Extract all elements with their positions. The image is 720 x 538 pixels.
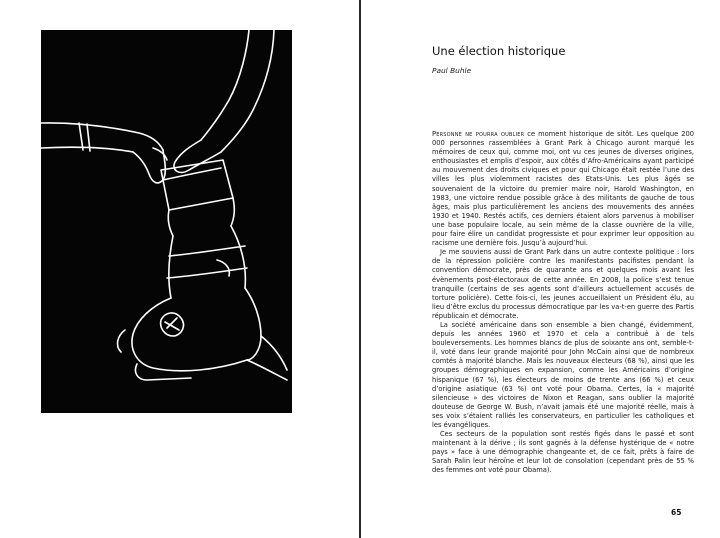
article-author: Paul Buhle [432, 66, 472, 75]
paragraph-3: La société américaine dans son ensemble a bien changé, évidemment, depuis les années 1960 et 1970 et cela a contribué à de tels bouleversements. Les hommes blancs de plus de soixante ans ont, semble-t-il, voté dans leur grande majorité pour John McCain ainsi que de nombreux comtés à majorité blanche. Mais les nouveaux électeurs (68 %), ainsi que les groupes démographiques en expansion, comme les Américains d’origine hispanique (67 %), les électeurs de moins de trente ans (66 %) et ceux d’origine asiatique (63 %) ont voté pour Obama. Certes, la « majorité silencieuse » des victoires de Nixon et Reagan, sans oublier la majorité douteuse de George W. Bush, n’avait jamais été une majorité réelle, mais à ses voix s’étaient ralliés les conservateurs, en particulier les catholiques et les évangéliques. [432, 320, 694, 429]
page-number: 65 [671, 508, 682, 517]
left-page [0, 0, 359, 538]
paragraph-1-lead: Personne ne pourra oublier [432, 130, 525, 138]
right-page [361, 0, 720, 538]
paragraph-1 [432, 130, 694, 248]
paragraph-1-text: ce moment historique de sitôt. Les quelque 200 000 personnes rassemblées à Grant Park à Chicago auront marqué les mémoires de ceux qui, comme moi, ont vu ces jeunes de diverses origines, enthousiastes et emplis d’espoir, aux côtés d’Afro-Américains ayant participé au mouvement des droits civiques et pour qui Chicago était restée l’une des villes les plus violemment racistes des Etats-Unis. Les plus âgés se souvenaient de la victoire du premier maire noir, Harold Washington, en 1983, une victoire rendue possible grâce à des militants de gauche de tous âges, mais plus particulièrement les anciens des mouvements des années 1930 et 1940. Restés actifs, ces derniers étaient alors parvenus à mobiliser une base populaire locale, au sein même de la classe ouvrière de la ville, pour faire élire un candidat progressiste et pour exprimer leur opposition au racisme une dernière fois. Jusqu’à aujourd’hui. [432, 130, 694, 248]
line-art-illustration [41, 30, 292, 413]
article-title: Une élection historique [432, 44, 566, 58]
article-body [432, 130, 694, 476]
paragraph-4: Ces secteurs de la population sont restés figés dans le passé et sont maintenant à la dérive ; ils sont gagnés à la défense hystérique de « notre pays » face à une démographie changeante et, de ce fait, prêts à faire de Sarah Palin leur héroïne et leur lot de consolation (cependant près de 55 % des femmes ont voté pour Obama). [432, 430, 694, 475]
paragraph-2: Je me souviens aussi de Grant Park dans un autre contexte politique : lors de la répression policière contre les manifestants pacifistes pendant la convention démocrate, près de quarante ans et quelques mois avant les évènements post-électoraux de cette année. En 2008, la police s’est tenue tranquille (certains de ses agents sont d’ailleurs actuellement accusés de torture policière). Cette fois-ci, les jeunes accueillaient un Président élu, au lieu d’être exclus du processus démocratique par les va-t-en guerre des Partis républicain et démocrate. [432, 248, 694, 320]
